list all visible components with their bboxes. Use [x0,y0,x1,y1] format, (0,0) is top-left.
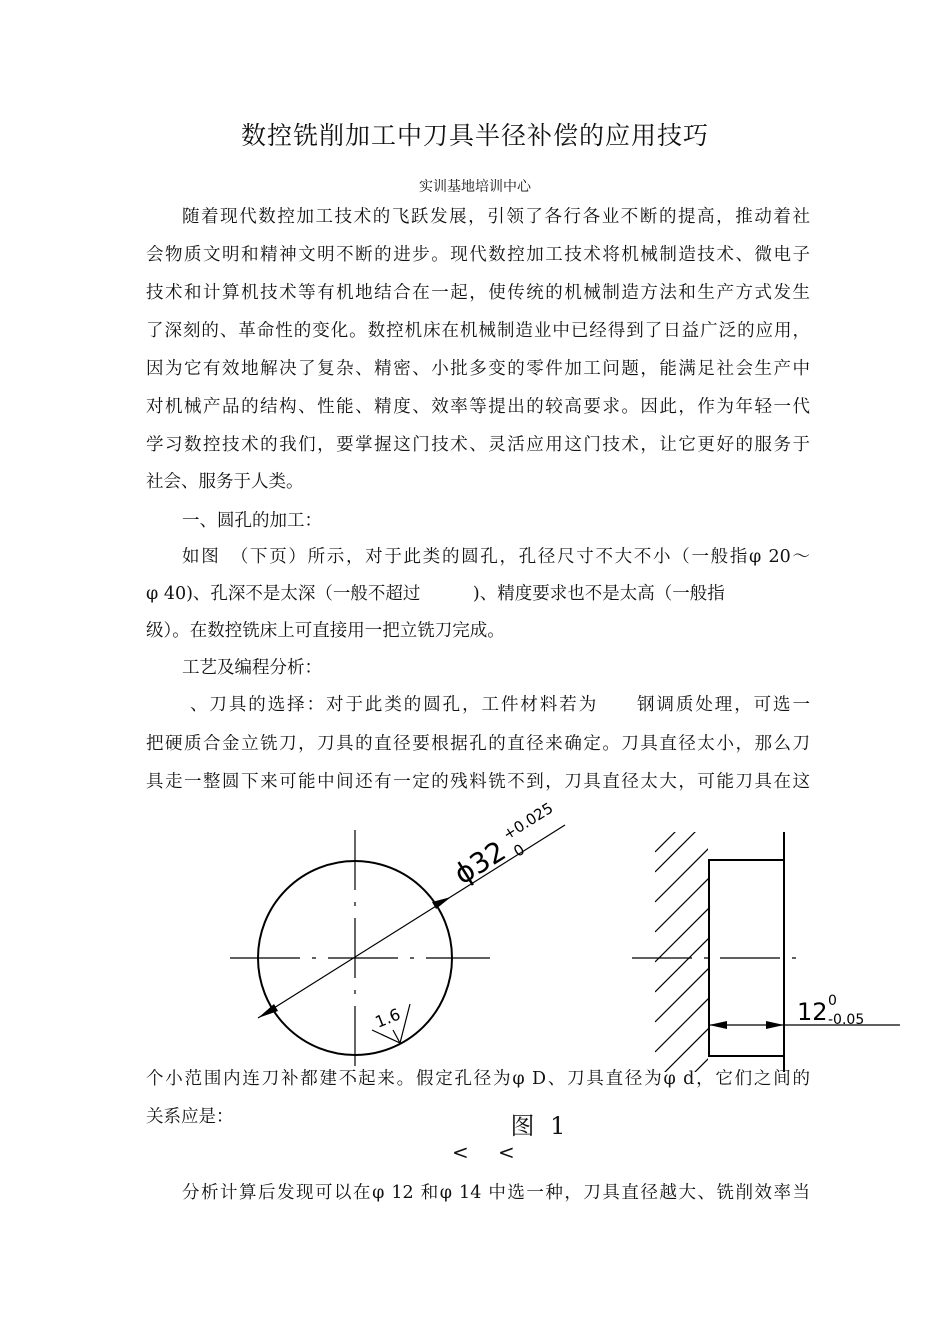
paragraph-line: 关系应是： [146,1107,234,1127]
diameter-dimension [447,799,567,893]
depth-label: 12 [797,998,828,1026]
roughness-value: 1.6 [372,1004,404,1032]
relation-symbol: < [498,1140,515,1164]
paragraph-line: 分析计算后发现可以在φ 12 和φ 14 中选一种，刀具直径越大、铣削效率当 [182,1183,810,1203]
analysis-heading: 工艺及编程分析： [182,658,322,678]
paragraph-line: 技术和计算机技术等有机地结合在一起，使传统的机械制造方法和生产方式发生 [146,283,810,303]
paragraph-line: 具走一整圆下来可能中间还有一定的残料铣不到，刀具直径太大，可能刀具在这 [146,772,810,792]
diameter-tolerance-lower: 0 [510,840,528,861]
paragraph-line: 把硬质合金立铣刀，刀具的直径要根据孔的直径来确定。刀具直径太小，那么刀 [146,734,810,754]
diameter-tolerance-upper: +0.025 [499,798,557,844]
paragraph-line: 会物质文明和精神文明不断的进步。现代数控加工技术将机械制造技术、微电子 [146,245,810,265]
depth-tolerance-lower: -0.05 [828,1012,865,1028]
paragraph-line: 社会、服务于人类。 [146,472,304,492]
paragraph-line: 个小范围内连刀补都建不起来。假定孔径为φ D、刀具直径为φ d，它们之间的 [146,1069,810,1089]
depth-arrow-right [766,1021,784,1029]
figure-caption: 图 1 [510,1112,570,1140]
paragraph-line: 因为它有效地解决了复杂、精密、小批多变的零件加工问题，能满足社会生产中 [146,359,810,379]
paragraph-line: φ 40)、孔深不是太深（一般不超过 )、精度要求也不是太高（一般指 [146,584,725,604]
depth-tolerance-upper: 0 [828,993,837,1009]
document-title: 数控铣削加工中刀具半径补偿的应用技巧 [240,121,709,150]
paragraph-line: 如图 （下页）所示，对于此类的圆孔，孔径尺寸不大不小（一般指φ 20～ [182,547,810,567]
paragraph-line: 级）。在数控铣床上可直接用一把立铣刀完成。 [146,621,505,641]
paragraph-line: 、刀具的选择：对于此类的圆孔，工件材料若为 钢调质处理，可选一 [190,695,810,715]
arrow-lower [258,1004,278,1018]
section-heading: 一、圆孔的加工： [182,511,322,531]
depth-arrow-left [709,1021,727,1029]
paragraph-line: 了深刻的、革命性的变化。数控机床在机械制造业中已经得到了日益广泛的应用， [146,321,810,341]
paragraph-line: 学习数控技术的我们，要掌握这门技术、灵活应用这门技术，让它更好的服务于 [146,435,810,455]
diameter-label: ϕ32 [448,834,512,891]
relation-symbol: < [452,1140,469,1164]
paragraph-line: 对机械产品的结构、性能、精度、效率等提出的较高要求。因此，作为年轻一代 [146,397,810,417]
paragraph-line: 随着现代数控加工技术的飞跃发展，引领了各行各业不断的提高，推动着社 [182,207,810,227]
hole-top-view [230,825,565,1085]
document-subtitle: 实训基地培训中心 [419,179,531,195]
